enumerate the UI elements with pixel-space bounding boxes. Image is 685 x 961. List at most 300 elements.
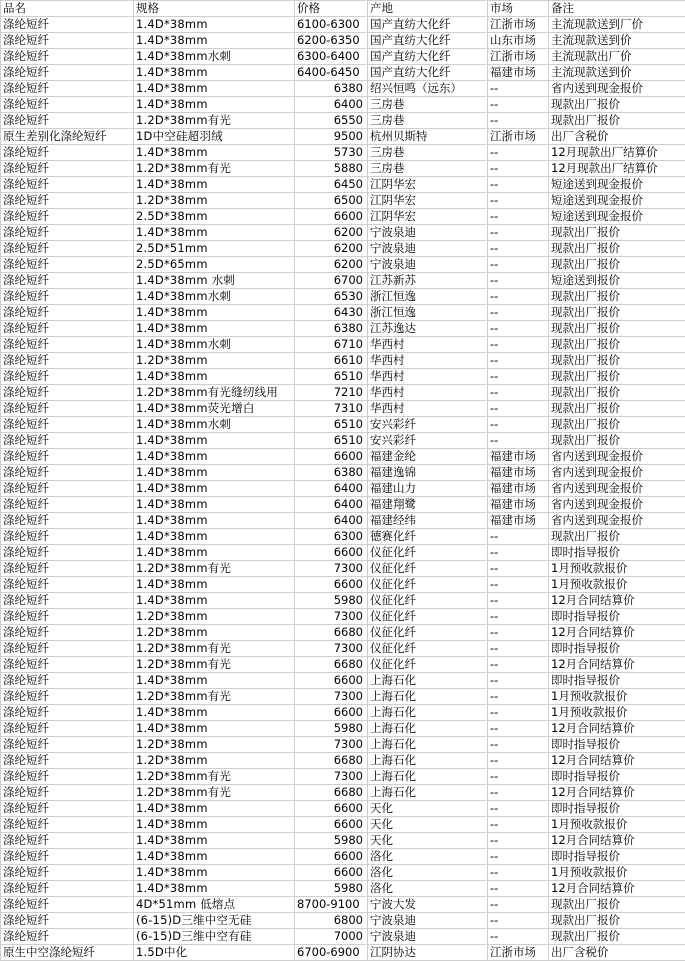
origin-cell: 宁波大发 [368,897,488,913]
market-cell: -- [488,257,549,273]
market-cell: -- [488,561,549,577]
origin-cell: 仪征化纤 [368,657,488,673]
origin-cell: 三房巷 [368,113,488,129]
market-cell: -- [488,369,549,385]
market-cell: -- [488,641,549,657]
origin-cell: 上海石化 [368,721,488,737]
price-cell: 6600 [295,209,368,225]
price-table-body [1,1,685,961]
product-cell: 涤纶短纤 [1,673,134,689]
market-cell: -- [488,689,549,705]
market-cell: -- [488,113,549,129]
table-row [1,417,685,433]
product-cell: 涤纶短纤 [1,929,134,945]
spec-cell: 2.5D*38mm [134,209,295,225]
spec-cell: 1.4D*38mm [134,545,295,561]
market-cell: -- [488,177,549,193]
remark-cell: 即时指导报价 [549,609,685,625]
market-cell: -- [488,705,549,721]
product-cell: 涤纶短纤 [1,241,134,257]
origin-cell: 天化 [368,801,488,817]
market-cell: -- [488,737,549,753]
market-cell: 江浙市场 [488,129,549,145]
spec-cell: 1.4D*38mm水刺 [134,337,295,353]
market-cell: 福建市场 [488,497,549,513]
origin-cell: 福建经纬 [368,513,488,529]
origin-cell: 浙江恒逸 [368,305,488,321]
remark-cell: 现款出厂报价 [549,385,685,401]
market-cell: -- [488,273,549,289]
spec-cell: 1.4D*38mm [134,849,295,865]
product-cell: 涤纶短纤 [1,449,134,465]
origin-cell: 浙江恒逸 [368,289,488,305]
origin-cell: 上海石化 [368,673,488,689]
spec-cell: 1.4D*38mm [134,177,295,193]
price-cell: 6200 [295,257,368,273]
market-cell: 福建市场 [488,465,549,481]
price-cell: 6380 [295,321,368,337]
market-cell: -- [488,753,549,769]
table-row [1,81,685,97]
remark-cell: 出厂含税价 [549,945,685,961]
origin-cell: 福建山力 [368,481,488,497]
origin-cell: 三房巷 [368,97,488,113]
spec-cell: 1.2D*38mm有光 [134,769,295,785]
market-cell: 福建市场 [488,449,549,465]
product-cell: 涤纶短纤 [1,897,134,913]
origin-cell: 江苏逸达 [368,321,488,337]
market-cell: -- [488,241,549,257]
price-cell: 7300 [295,737,368,753]
origin-cell: 天化 [368,833,488,849]
spec-cell: 1.4D*38mm水刺 [134,289,295,305]
header-cell-price: 价格 [295,1,368,17]
table-row [1,657,685,673]
price-cell: 5730 [295,145,368,161]
market-cell: -- [488,209,549,225]
remark-cell: 现款出厂报价 [549,433,685,449]
table-row [1,865,685,881]
product-cell: 涤纶短纤 [1,529,134,545]
origin-cell: 国产直纺大化纤 [368,65,488,81]
table-row [1,593,685,609]
product-cell: 涤纶短纤 [1,689,134,705]
spec-cell: 1.4D*38mm [134,817,295,833]
price-cell: 6600 [295,545,368,561]
table-row [1,833,685,849]
table-row [1,497,685,513]
product-cell: 涤纶短纤 [1,641,134,657]
market-cell: -- [488,801,549,817]
price-cell: 5980 [295,721,368,737]
table-row [1,785,685,801]
price-cell: 6200 [295,241,368,257]
spec-cell: (6-15)D三维中空无硅 [134,913,295,929]
spec-cell: 1.2D*38mm有光 [134,657,295,673]
product-cell: 涤纶短纤 [1,113,134,129]
price-cell: 6680 [295,657,368,673]
product-cell: 涤纶短纤 [1,273,134,289]
price-cell: 6600 [295,577,368,593]
remark-cell: 省内送到现金报价 [549,481,685,497]
remark-cell: 现款出厂报价 [549,369,685,385]
remark-cell: 短途送到现金报价 [549,193,685,209]
origin-cell: 上海石化 [368,785,488,801]
product-cell: 涤纶短纤 [1,65,134,81]
market-cell: -- [488,305,549,321]
price-cell: 7310 [295,401,368,417]
price-cell: 6200-6350 [295,33,368,49]
table-row [1,129,685,145]
origin-cell: 杭州贝斯特 [368,129,488,145]
remark-cell: 12月现款出厂结算价 [549,161,685,177]
remark-cell: 即时指导报价 [549,545,685,561]
market-cell: 江浙市场 [488,945,549,961]
table-row [1,577,685,593]
price-cell: 6380 [295,81,368,97]
table-row [1,641,685,657]
origin-cell: 上海石化 [368,737,488,753]
table-row [1,529,685,545]
origin-cell: 宁波泉迪 [368,929,488,945]
table-row [1,801,685,817]
product-cell: 涤纶短纤 [1,33,134,49]
remark-cell: 现款出厂报价 [549,225,685,241]
remark-cell: 1月预收款报价 [549,577,685,593]
price-cell: 7300 [295,769,368,785]
price-cell: 6380 [295,465,368,481]
origin-cell: 德赛化纤 [368,529,488,545]
price-cell: 9500 [295,129,368,145]
price-cell: 5980 [295,881,368,897]
spec-cell: 1.4D*38mm [134,321,295,337]
spec-cell: 1.4D*38mm水刺 [134,49,295,65]
table-row [1,401,685,417]
remark-cell: 短途送到现金报价 [549,209,685,225]
market-cell: -- [488,593,549,609]
product-cell: 涤纶短纤 [1,753,134,769]
market-cell: -- [488,817,549,833]
table-row [1,881,685,897]
remark-cell: 现款出厂报价 [549,305,685,321]
remark-cell: 现款出厂报价 [549,337,685,353]
price-cell: 6680 [295,753,368,769]
spec-cell: 1.4D*38mm [134,305,295,321]
spec-cell: 1.2D*38mm [134,353,295,369]
remark-cell: 现款出厂报价 [549,929,685,945]
header-cell-remark: 备注 [549,1,685,17]
table-row [1,273,685,289]
table-row [1,433,685,449]
price-cell: 6600 [295,865,368,881]
price-cell: 6500 [295,193,368,209]
origin-cell: 华西村 [368,401,488,417]
spec-cell: 1.4D*38mm [134,497,295,513]
market-cell: -- [488,545,549,561]
market-cell: -- [488,609,549,625]
remark-cell: 省内送到现金报价 [549,81,685,97]
table-row [1,753,685,769]
origin-cell: 仪征化纤 [368,609,488,625]
spec-cell: 1.4D*38mm [134,225,295,241]
product-cell: 涤纶短纤 [1,97,134,113]
product-cell: 涤纶短纤 [1,177,134,193]
spec-cell: (6-15)D三维中空有硅 [134,929,295,945]
remark-cell: 12月合同结算价 [549,881,685,897]
market-cell: -- [488,161,549,177]
market-cell: -- [488,289,549,305]
remark-cell: 现款出厂报价 [549,241,685,257]
product-cell: 涤纶短纤 [1,785,134,801]
table-row [1,289,685,305]
remark-cell: 主流现款送到价 [549,33,685,49]
origin-cell: 洛化 [368,849,488,865]
product-cell: 涤纶短纤 [1,561,134,577]
table-row [1,705,685,721]
origin-cell: 仪征化纤 [368,545,488,561]
market-cell: -- [488,785,549,801]
product-cell: 涤纶短纤 [1,193,134,209]
table-row [1,625,685,641]
product-cell: 涤纶短纤 [1,497,134,513]
origin-cell: 洛化 [368,881,488,897]
table-row [1,929,685,945]
price-cell: 7300 [295,689,368,705]
origin-cell: 国产直纺大化纤 [368,17,488,33]
price-cell: 6300-6400 [295,49,368,65]
spec-cell: 1D中空硅超羽绒 [134,129,295,145]
table-row [1,209,685,225]
table-row [1,17,685,33]
remark-cell: 12月合同结算价 [549,753,685,769]
origin-cell: 江阴华宏 [368,209,488,225]
origin-cell: 江阴华宏 [368,193,488,209]
market-cell: -- [488,433,549,449]
remark-cell: 12月合同结算价 [549,657,685,673]
origin-cell: 三房巷 [368,161,488,177]
price-cell: 6710 [295,337,368,353]
price-cell: 6300 [295,529,368,545]
remark-cell: 省内送到现金报价 [549,449,685,465]
market-cell: -- [488,529,549,545]
remark-cell: 省内送到现金报价 [549,513,685,529]
spec-cell: 1.4D*38mm [134,65,295,81]
table-row [1,193,685,209]
spec-cell: 1.2D*38mm有光 [134,113,295,129]
market-cell: 江浙市场 [488,49,549,65]
price-cell: 6600 [295,817,368,833]
market-cell: -- [488,145,549,161]
spec-cell: 1.2D*38mm [134,737,295,753]
spec-cell: 1.4D*38mm [134,881,295,897]
product-cell: 涤纶短纤 [1,433,134,449]
table-row [1,689,685,705]
market-cell: -- [488,337,549,353]
product-cell: 涤纶短纤 [1,609,134,625]
origin-cell: 上海石化 [368,689,488,705]
origin-cell: 国产直纺大化纤 [368,33,488,49]
product-cell: 涤纶短纤 [1,17,134,33]
remark-cell: 主流现款送到价 [549,65,685,81]
origin-cell: 仪征化纤 [368,577,488,593]
price-cell: 7300 [295,561,368,577]
spec-cell: 1.4D*38mm荧光增白 [134,401,295,417]
remark-cell: 1月预收款报价 [549,865,685,881]
table-row [1,305,685,321]
origin-cell: 国产直纺大化纤 [368,49,488,65]
product-cell: 涤纶短纤 [1,161,134,177]
origin-cell: 上海石化 [368,753,488,769]
table-row [1,817,685,833]
price-cell: 6550 [295,113,368,129]
remark-cell: 12月合同结算价 [549,593,685,609]
origin-cell: 仪征化纤 [368,625,488,641]
origin-cell: 上海石化 [368,705,488,721]
table-row [1,49,685,65]
table-row [1,481,685,497]
origin-cell: 仪征化纤 [368,593,488,609]
remark-cell: 1月预收款报价 [549,817,685,833]
market-cell: 山东市场 [488,33,549,49]
origin-cell: 华西村 [368,337,488,353]
table-row [1,673,685,689]
table-row [1,913,685,929]
market-cell: -- [488,353,549,369]
table-row [1,97,685,113]
price-cell: 6400 [295,513,368,529]
table-row [1,465,685,481]
market-cell: -- [488,673,549,689]
price-cell: 7300 [295,609,368,625]
spec-cell: 1.4D*38mm [134,529,295,545]
price-cell: 8700-9100 [295,897,368,913]
origin-cell: 江苏新苏 [368,273,488,289]
table-row [1,145,685,161]
spec-cell: 1.4D*38mm [134,433,295,449]
spec-cell: 1.2D*38mm [134,753,295,769]
price-cell: 6600 [295,673,368,689]
market-cell: -- [488,625,549,641]
price-cell: 6200 [295,225,368,241]
market-cell: -- [488,321,549,337]
table-row [1,721,685,737]
remark-cell: 短途送到现金报价 [549,177,685,193]
price-cell: 6510 [295,433,368,449]
market-cell: -- [488,193,549,209]
origin-cell: 江阴协达 [368,945,488,961]
product-cell: 涤纶短纤 [1,817,134,833]
remark-cell: 即时指导报价 [549,673,685,689]
remark-cell: 即时指导报价 [549,641,685,657]
spec-cell: 1.2D*38mm [134,193,295,209]
spec-cell: 1.4D*38mm [134,97,295,113]
remark-cell: 12月合同结算价 [549,625,685,641]
remark-cell: 现款出厂报价 [549,913,685,929]
price-cell: 6510 [295,417,368,433]
table-row [1,257,685,273]
remark-cell: 短途送到报价 [549,273,685,289]
remark-cell: 12月合同结算价 [549,833,685,849]
product-cell: 涤纶短纤 [1,833,134,849]
remark-cell: 现款出厂报价 [549,289,685,305]
table-row [1,225,685,241]
table-row [1,241,685,257]
market-cell: -- [488,865,549,881]
spec-cell: 4D*51mm 低熔点 [134,897,295,913]
table-row [1,609,685,625]
spec-cell: 1.2D*38mm有光 [134,689,295,705]
product-cell: 涤纶短纤 [1,545,134,561]
table-row [1,897,685,913]
spec-cell: 1.4D*38mm [134,865,295,881]
table-row [1,545,685,561]
remark-cell: 现款出厂报价 [549,321,685,337]
remark-cell: 12月合同结算价 [549,721,685,737]
price-cell: 6400-6450 [295,65,368,81]
price-cell: 6400 [295,97,368,113]
table-row [1,513,685,529]
product-cell: 涤纶短纤 [1,721,134,737]
remark-cell: 现款出厂报价 [549,897,685,913]
spec-cell: 1.5D中化 [134,945,295,961]
product-cell: 涤纶短纤 [1,305,134,321]
price-cell: 6700-6900 [295,945,368,961]
product-cell: 涤纶短纤 [1,865,134,881]
market-cell: -- [488,97,549,113]
spec-cell: 1.2D*38mm有光 [134,561,295,577]
price-cell: 6610 [295,353,368,369]
price-cell: 7210 [295,385,368,401]
market-cell: -- [488,225,549,241]
origin-cell: 天化 [368,817,488,833]
remark-cell: 即时指导报价 [549,849,685,865]
spec-cell: 1.4D*38mm [134,801,295,817]
spec-cell: 1.2D*38mm [134,609,295,625]
product-cell: 涤纶短纤 [1,81,134,97]
market-cell: -- [488,769,549,785]
product-cell: 涤纶短纤 [1,225,134,241]
product-cell: 涤纶短纤 [1,49,134,65]
market-cell: 江浙市场 [488,17,549,33]
spec-cell: 2.5D*51mm [134,241,295,257]
spec-cell: 2.5D*65mm [134,257,295,273]
spec-cell: 1.2D*38mm有光缝纫线用 [134,385,295,401]
remark-cell: 即时指导报价 [549,801,685,817]
price-cell: 6510 [295,369,368,385]
spec-cell: 1.2D*38mm有光 [134,785,295,801]
market-cell: 福建市场 [488,65,549,81]
spec-cell: 1.4D*38mm水刺 [134,417,295,433]
header-cell-spec: 规格 [134,1,295,17]
market-cell: -- [488,721,549,737]
spec-cell: 1.4D*38mm [134,481,295,497]
origin-cell: 华西村 [368,353,488,369]
market-cell: -- [488,657,549,673]
product-cell: 涤纶短纤 [1,881,134,897]
spec-cell: 1.4D*38mm [134,593,295,609]
origin-cell: 华西村 [368,385,488,401]
table-row [1,849,685,865]
header-row [1,1,685,17]
spec-cell: 1.2D*38mm [134,625,295,641]
product-cell: 涤纶短纤 [1,337,134,353]
spec-cell: 1.4D*38mm [134,705,295,721]
origin-cell: 绍兴恒鸣（远东） [368,81,488,97]
product-cell: 涤纶短纤 [1,705,134,721]
origin-cell: 宁波泉迪 [368,225,488,241]
table-row [1,33,685,49]
remark-cell: 现款出厂报价 [549,97,685,113]
